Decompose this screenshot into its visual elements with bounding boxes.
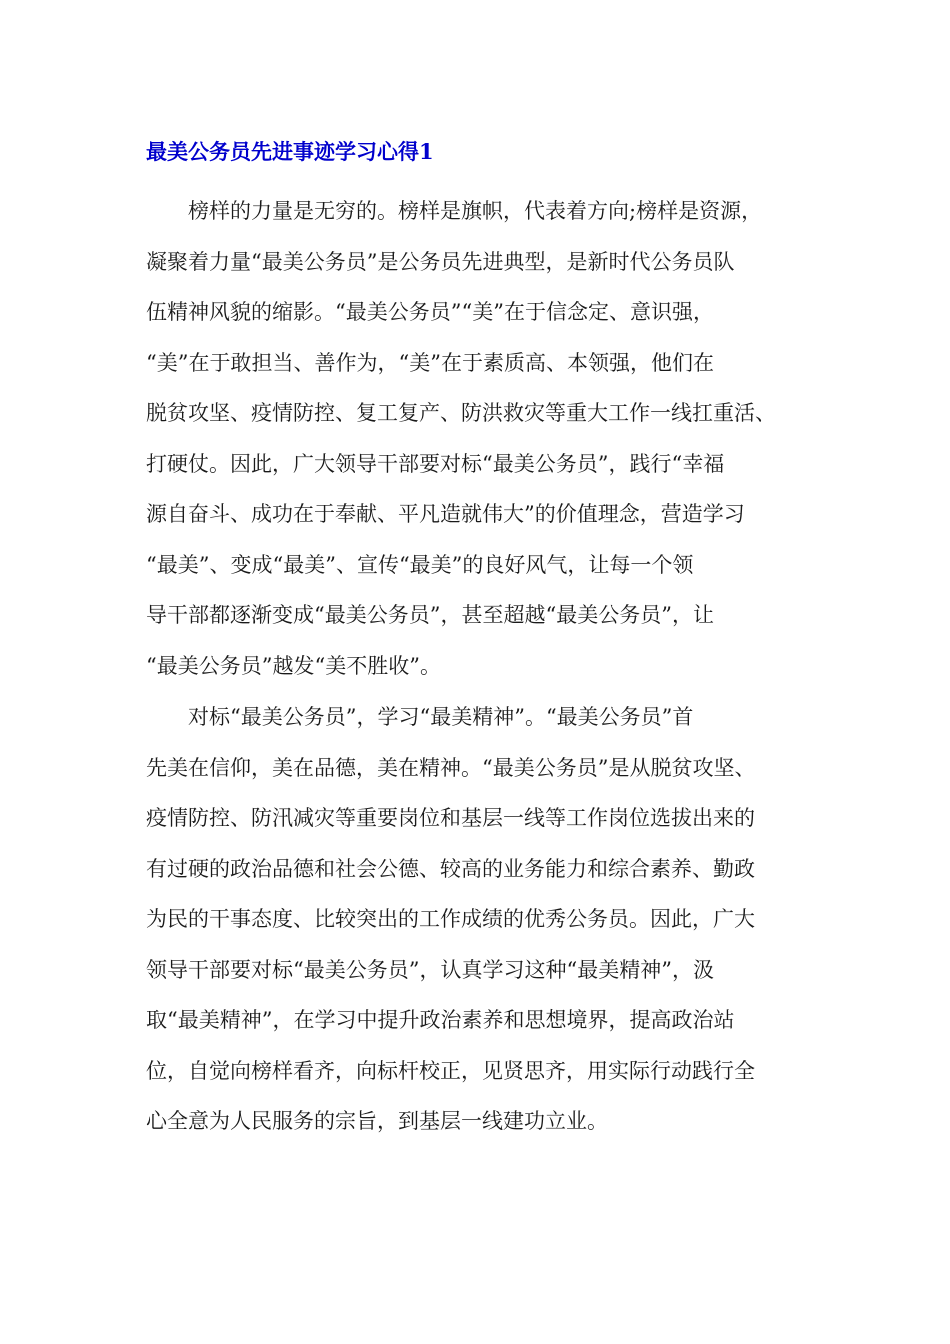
text-line: 位，自觉向榜样看齐，向标杆校正，见贤思齐，用实际行动践行全 <box>146 1058 755 1083</box>
text-line: 对标“最美公务员”，学习“最美精神”。“最美公务员”首 <box>188 705 694 729</box>
paragraph-2 <box>146 692 806 1147</box>
text-line: 脱贫攻坚、疫情防控、复工复产、防洪救灾等重大工作一线扛重活、 <box>146 401 776 425</box>
text-line: “最美”、变成“最美”、宣传“最美”的良好风气，让每一个领 <box>146 552 694 577</box>
text-line: “最美公务员”越发“美不胜收”。 <box>146 653 441 678</box>
text-line: 先美在信仰，美在品德，美在精神。“最美公务员”是从脱贫攻坚、 <box>146 755 756 780</box>
text-line: 伍精神风貌的缩影。“最美公务员”“美”在于信念定、意识强， <box>146 300 714 324</box>
text-line: 疫情防控、防汛减灾等重要岗位和基层一线等工作岗位选拔出来的 <box>146 806 755 830</box>
text-line: 凝聚着力量“最美公务员”是公务员先进典型，是新时代公务员队 <box>146 249 735 274</box>
text-line: 领导干部要对标“最美公务员”，认真学习这种“最美精神”，汲 <box>146 957 714 982</box>
paragraph-1 <box>146 186 806 691</box>
text-line: 导干部都逐渐变成“最美公务员”，甚至超越“最美公务员”，让 <box>146 603 714 627</box>
text-line: 榜样的力量是无穷的。榜样是旗帜，代表着方向;榜样是资源， <box>188 199 763 223</box>
text-line: 打硬仗。因此，广大领导干部要对标“最美公务员”，践行“幸福 <box>146 451 725 476</box>
text-line: 心全意为人民服务的宗旨，到基层一线建功立业。 <box>146 1109 608 1133</box>
text-line: 有过硬的政治品德和社会公德、较高的业务能力和综合素养、勤政 <box>146 856 755 881</box>
document-title: 最美公务员先进事迹学习心得1 <box>146 139 434 164</box>
text-line: 取“最美精神”，在学习中提升政治素养和思想境界，提高政治站 <box>146 1008 735 1032</box>
text-line: “美”在于敢担当、善作为，“美”在于素质高、本领强，他们在 <box>146 350 714 375</box>
text-line: 源自奋斗、成功在于奉献、平凡造就伟大”的价值理念，营造学习 <box>146 502 745 526</box>
text-line: 为民的干事态度、比较突出的工作成绩的优秀公务员。因此，广大 <box>146 907 755 931</box>
